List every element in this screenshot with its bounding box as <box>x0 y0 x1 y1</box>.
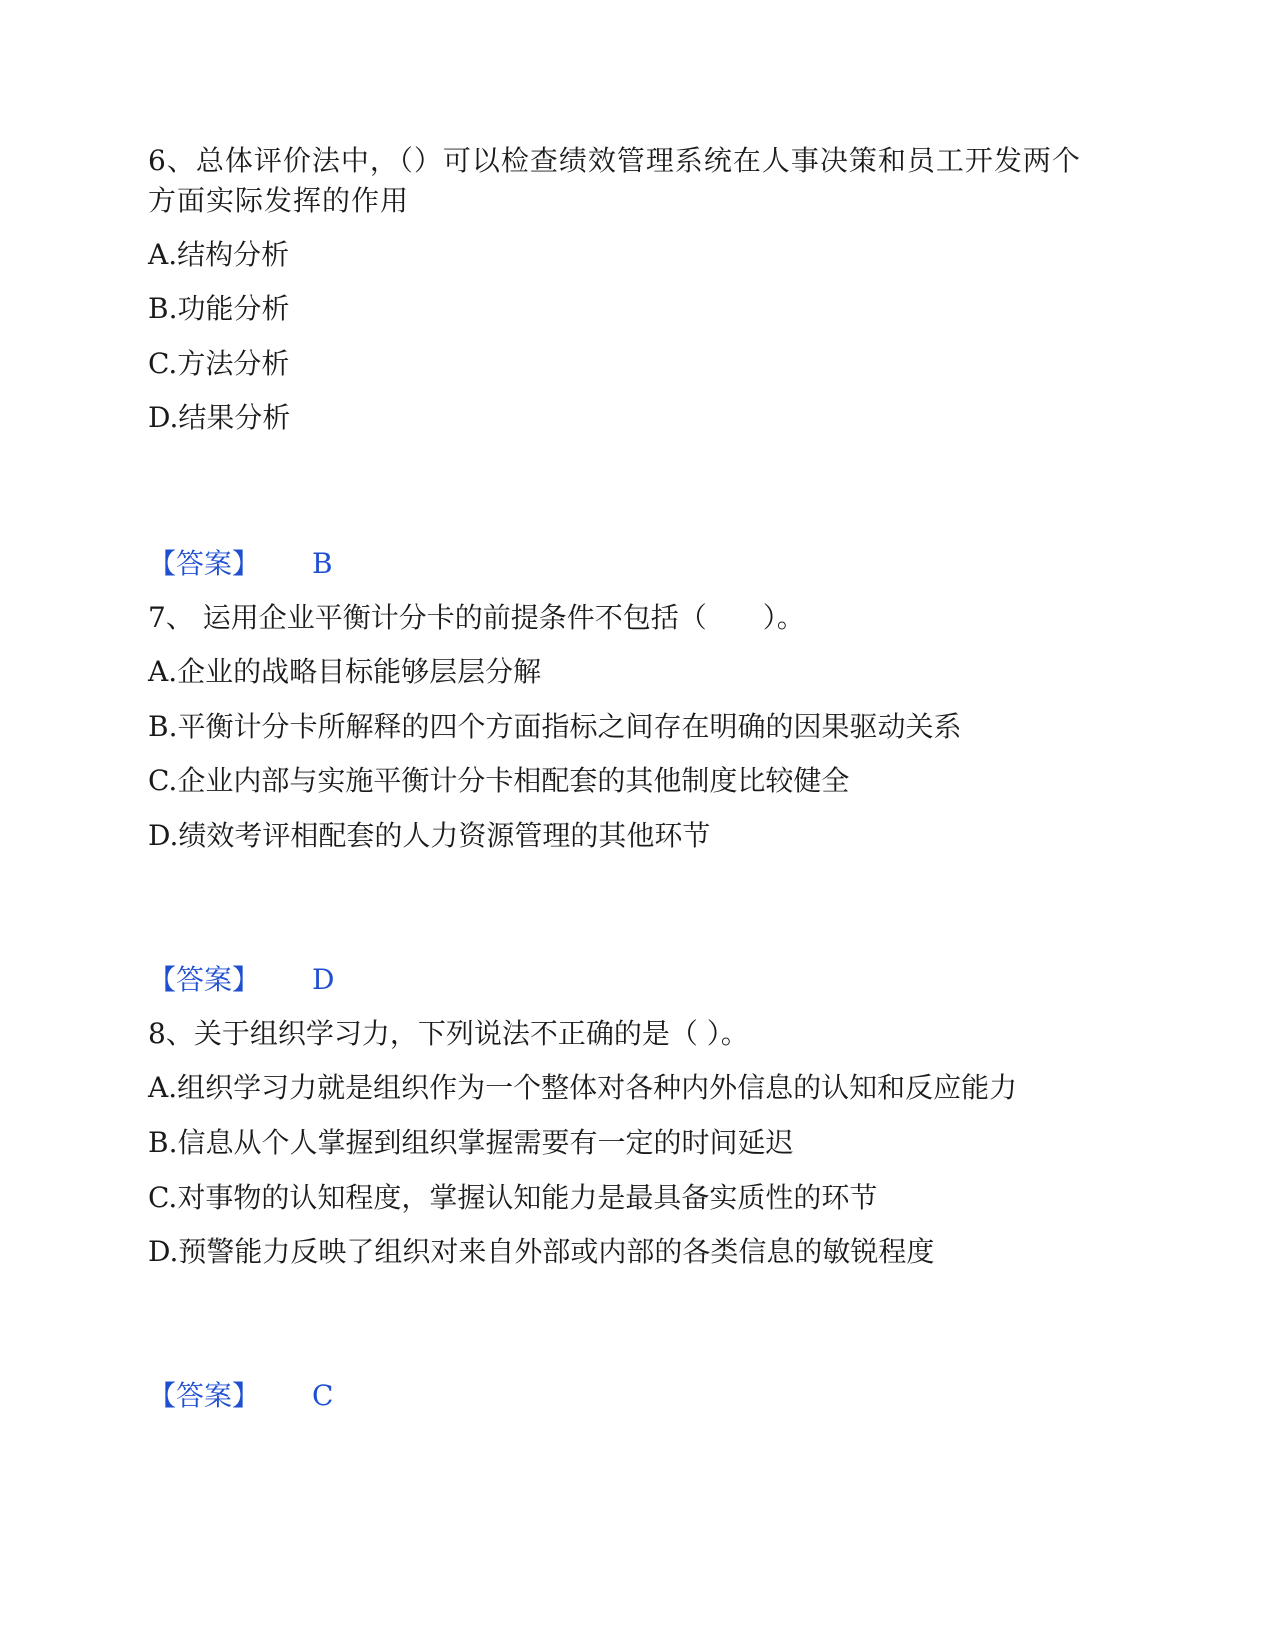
question-8-option-a: A.组织学习力就是组织作为一个整体对各种内外信息的认知和反应能力 <box>148 1071 1018 1104</box>
question-6-answer <box>148 544 333 584</box>
answer-label: 【答案】 <box>148 963 261 996</box>
question-8-option-d: D.预警能力反映了组织对来自外部或内部的各类信息的敏锐程度 <box>148 1235 935 1268</box>
question-7-option-d: D.绩效考评相配套的人力资源管理的其他环节 <box>148 819 711 852</box>
question-7-stem: 7、 运用企业平衡计分卡的前提条件不包括（ ）。 <box>148 601 805 634</box>
question-7-answer <box>148 960 334 1000</box>
question-8-option-b: B.信息从个人掌握到组织掌握需要有一定的时间延迟 <box>148 1126 794 1159</box>
answer-value: D <box>312 963 335 996</box>
answer-value: C <box>312 1379 334 1412</box>
question-7-option-b: B.平衡计分卡所解释的四个方面指标之间存在明确的因果驱动关系 <box>148 710 962 743</box>
question-8-stem: 8、关于组织学习力，下列说法不正确的是（ ）。 <box>148 1017 749 1050</box>
question-6-option-b: B.功能分析 <box>148 292 290 325</box>
question-6-option-c: C.方法分析 <box>148 347 290 380</box>
answer-label: 【答案】 <box>148 547 261 580</box>
question-8-answer <box>148 1376 333 1416</box>
question-8-option-c: C.对事物的认知程度，掌握认知能力是最具备实质性的环节 <box>148 1181 878 1214</box>
question-7-option-c: C.企业内部与实施平衡计分卡相配套的其他制度比较健全 <box>148 764 850 797</box>
answer-value: B <box>312 547 333 580</box>
question-7-option-a: A.企业的战略目标能够层层分解 <box>148 655 542 688</box>
answer-label: 【答案】 <box>148 1379 261 1412</box>
question-6-option-d: D.结果分析 <box>148 401 291 434</box>
question-6-option-a: A.结构分析 <box>148 238 290 271</box>
question-6-stem: 6、总体评价法中，（）可以检查绩效管理系统在人事决策和员工开发两个方面实际发挥的作用 <box>148 144 1081 217</box>
